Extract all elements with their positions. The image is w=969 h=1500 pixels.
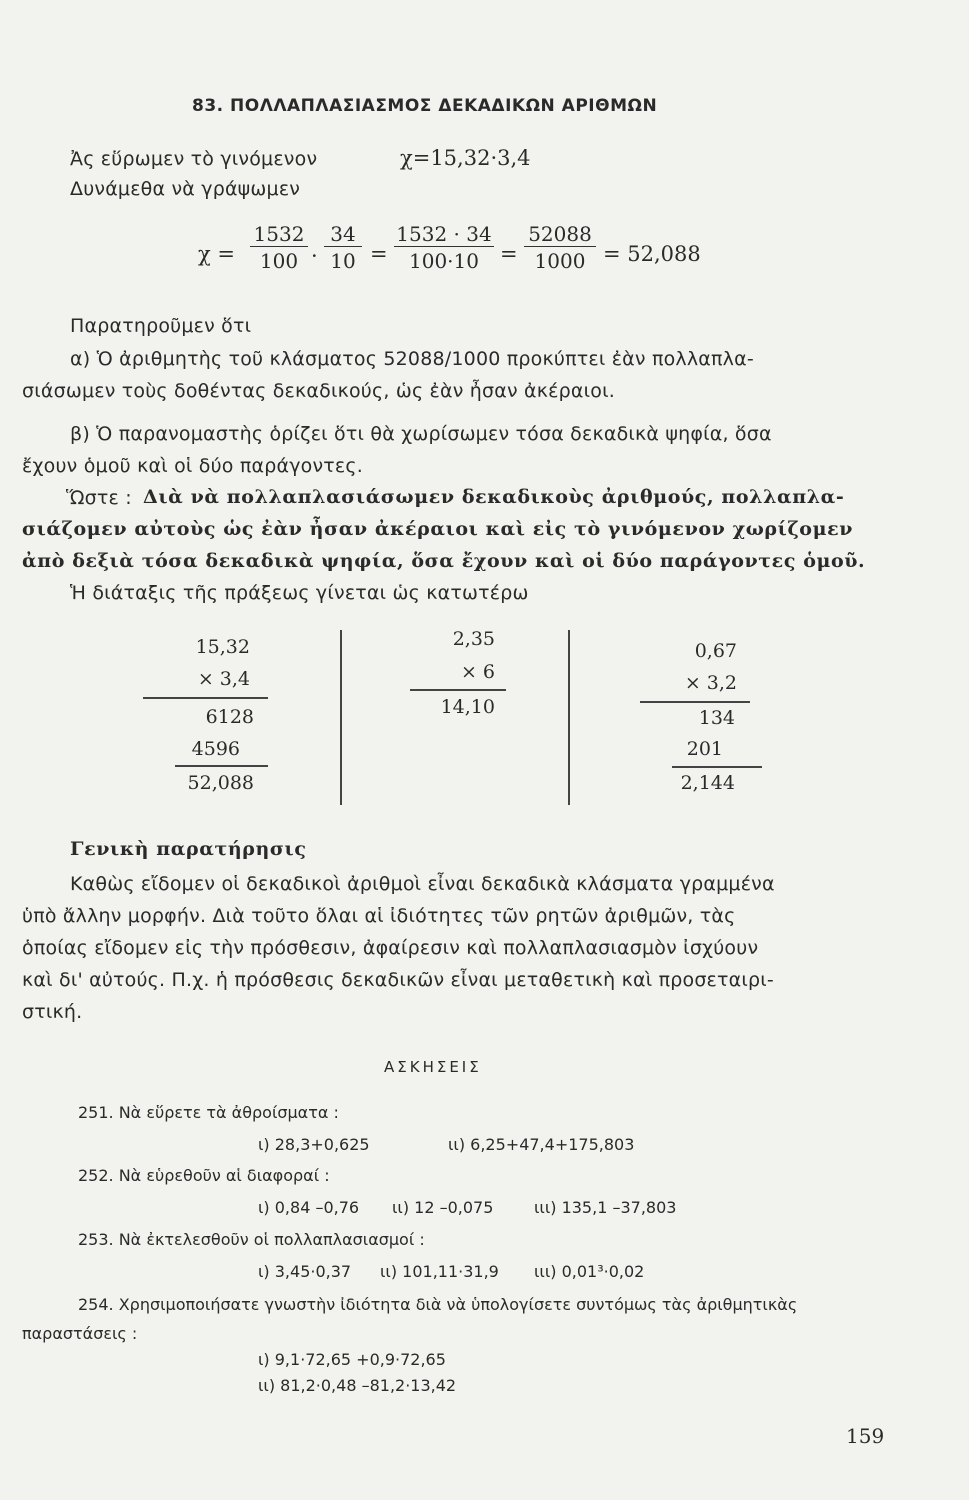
equation-result: = 52,088 (603, 242, 701, 266)
exercise-251-heading: 251. Νὰ εὕρετε τὰ ἀθροίσματα : (78, 1103, 339, 1122)
fraction-2 (324, 222, 362, 273)
fraction-4-numerator: 52088 (524, 222, 596, 247)
general-line-4: καὶ δι' αὐτούς. Π.χ. ἡ πρόσθεσις δεκαδικῶν εἶναι μεταθετικὴ καὶ προσεταιρι- (22, 969, 774, 991)
mult1-rule-1 (143, 697, 268, 699)
general-line-3: ὁποίας εἴδομεν εἰς τὴν πρόσθεσιν, ἀφαίρεσιν καὶ πολλαπλασιασμὸν ἰσχύουν (22, 937, 759, 959)
general-line-5: στική. (22, 1001, 83, 1023)
mult1-partial-1: 6128 (205, 706, 254, 728)
intro-line-2: Δυνάμεθα νὰ γράψωμεν (70, 178, 301, 200)
fraction-3-denominator: 100·10 (409, 249, 479, 273)
exercise-254-heading-2: παραστάσεις : (22, 1324, 138, 1343)
mult1-partial-2: 4596 (191, 738, 240, 760)
mult3-partial-1: 134 (698, 707, 735, 729)
mult3-rule-1 (640, 701, 750, 703)
mult2-result: 14,10 (440, 696, 495, 718)
fraction-1 (250, 222, 308, 273)
exercise-254-ii: ιι) 81,2·0,48 –81,2·13,42 (258, 1376, 457, 1395)
fraction-2-denominator: 10 (330, 249, 356, 273)
equation-equals-1: = (370, 242, 388, 266)
column-divider-2 (568, 630, 570, 805)
mult2-factor-b: × 6 (460, 661, 495, 683)
fraction-1-numerator: 1532 (250, 222, 308, 247)
mult3-result: 2,144 (680, 772, 735, 794)
mult1-factor-a: 15,32 (195, 636, 250, 658)
fraction-3 (394, 222, 494, 273)
exercise-253-ii: ιι) 101,11·31,9 (380, 1262, 499, 1281)
equation-dot: · (311, 244, 318, 268)
layout-description: Ἡ διάταξις τῆς πράξεως γίνεται ὡς κατωτέρω (70, 582, 529, 604)
fraction-1-denominator: 100 (259, 249, 299, 273)
observation-a-line-1: α) Ὁ ἀριθμητὴς τοῦ κλάσματος 52088/1000 προκύπτει ἐὰν πολλαπλα- (70, 348, 754, 370)
mult3-partial-2: 201 (686, 738, 723, 760)
exercise-253-heading: 253. Νὰ ἐκτελεσθοῦν οἱ πολλαπλασιασμοί : (78, 1230, 425, 1249)
section-title: 83. ΠΟΛΛΑΠΛΑΣΙΑΣΜΟΣ ΔΕΚΑΔΙΚΩΝ ΑΡΙΘΜΩΝ (192, 96, 658, 116)
mult3-factor-a: 0,67 (694, 640, 737, 662)
exercise-252-iii: ιιι) 135,1 –37,803 (534, 1198, 677, 1217)
exercise-252-ii: ιι) 12 –0,075 (392, 1198, 494, 1217)
rule-line-2: σιάζομεν αὐτοὺς ὡς ἐὰν ἦσαν ἀκέραιοι καὶ εἰς τὸ γινόμενον χωρίζομεν (22, 518, 854, 540)
fraction-3-numerator: 1532 · 34 (394, 222, 494, 247)
observation-b-line-2: ἔχουν ὁμοῦ καὶ οἱ δύο παράγοντες. (22, 455, 363, 477)
exercise-253-iii: ιιι) 0,01³·0,02 (534, 1262, 645, 1281)
mult2-rule (410, 689, 506, 691)
exercise-253-i: ι) 3,45·0,37 (258, 1262, 352, 1281)
general-remark-title: Γενικὴ παρατήρησις (70, 838, 307, 860)
observations-heading: Παρατηροῦμεν ὅτι (70, 315, 252, 337)
equation-x: χ = (198, 242, 235, 266)
rule-line-1: Διὰ νὰ πολλαπλασιάσωμεν δεκαδικοὺς ἀριθμούς, πολλαπλα- (143, 486, 845, 508)
equation-equals-2: = (500, 242, 518, 266)
observation-b-line-1: β) Ὁ παρανομαστὴς ὁρίζει ὅτι θὰ χωρίσωμεν τόσα δεκαδικὰ ψηφία, ὅσα (70, 423, 772, 445)
intro-line-1: Ἀς εὕρωμεν τὸ γινόμενον (70, 148, 318, 170)
exercise-252-i: ι) 0,84 –0,76 (258, 1198, 360, 1217)
general-line-1: Καθὼς εἴδομεν οἱ δεκαδικοὶ ἀριθμοὶ εἶναι δεκαδικὰ κλάσματα γραμμένα (70, 873, 775, 895)
exercise-251-i: ι) 28,3+0,625 (258, 1135, 370, 1154)
mult1-rule-2 (175, 765, 268, 767)
mult2-factor-a: 2,35 (452, 628, 495, 650)
exercise-251-ii: ιι) 6,25+47,4+175,803 (448, 1135, 635, 1154)
column-divider-1 (340, 630, 342, 805)
exercise-252-heading: 252. Νὰ εὑρεθοῦν αἱ διαφοραί : (78, 1166, 330, 1185)
observation-a-line-2: σιάσωμεν τοὺς δοθέντας δεκαδικούς, ὡς ἐὰν ἦσαν ἀκέραιοι. (22, 380, 615, 402)
exercise-254-i: ι) 9,1·72,65 +0,9·72,65 (258, 1350, 446, 1369)
page-number: 159 (846, 1424, 885, 1448)
general-line-2: ὑπὸ ἄλλην μορφήν. Διὰ τοῦτο ὅλαι αἱ ἰδιότητες τῶν ρητῶν ἀριθμῶν, τὰς (22, 905, 736, 927)
mult1-result: 52,088 (187, 772, 254, 794)
fraction-2-numerator: 34 (324, 222, 362, 247)
mult1-factor-b: × 3,4 (197, 668, 250, 690)
mult3-rule-2 (672, 766, 762, 768)
exercises-title: ΑΣΚΗΣΕΙΣ (384, 1058, 482, 1076)
rule-line-3: ἀπὸ δεξιὰ τόσα δεκαδικὰ ψηφία, ὅσα ἔχουν καὶ οἱ δύο παράγοντες ὁμοῦ. (22, 550, 866, 572)
fraction-4-denominator: 1000 (534, 249, 586, 273)
rule-prefix: Ὥστε : (66, 487, 132, 509)
fraction-4 (524, 222, 596, 273)
intro-expression: χ=15,32·3,4 (400, 146, 531, 170)
mult3-factor-b: × 3,2 (684, 672, 737, 694)
exercise-254-heading-1: 254. Χρησιμοποιήσατε γνωστὴν ἰδιότητα διὰ νὰ ὑπολογίσετε συντόμως τὰς ἀριθμητικὰς (78, 1295, 798, 1314)
